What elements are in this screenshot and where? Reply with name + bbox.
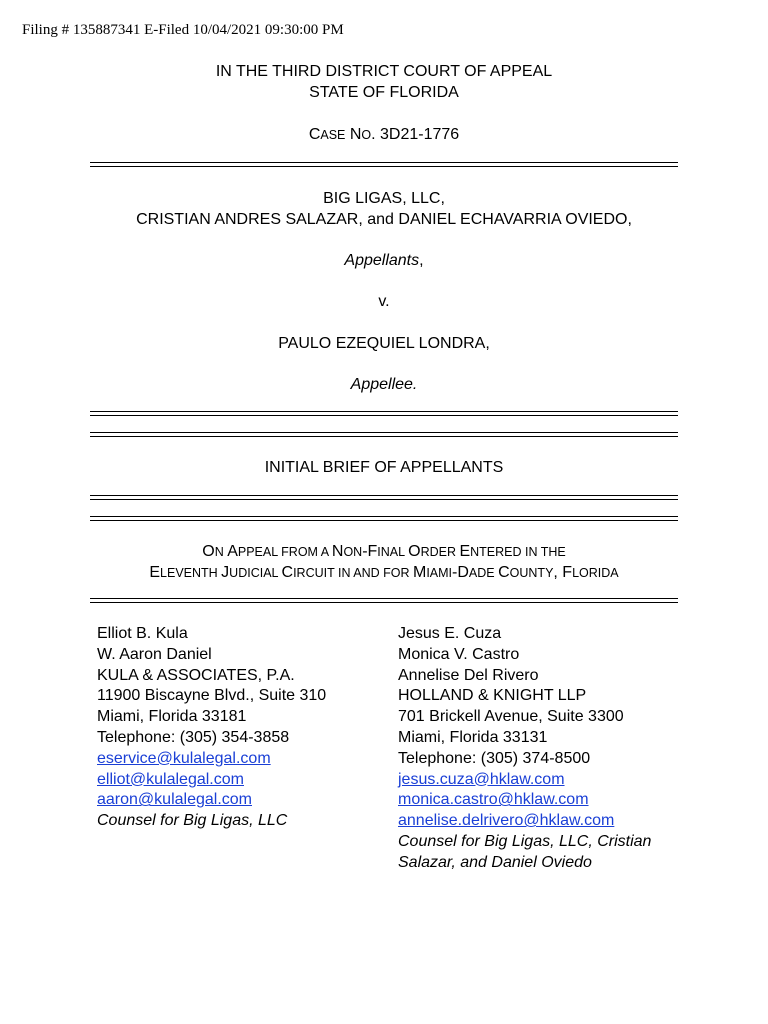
divider	[90, 516, 678, 517]
email-link[interactable]: eservice@kulalegal.com	[97, 749, 271, 767]
case-prefix-o: O	[361, 128, 372, 142]
appeal-text-segment: N	[331, 543, 344, 560]
divider	[90, 432, 678, 433]
appeal-text-segment: UDICIAL	[229, 566, 282, 580]
appeal-text-segment: -D	[452, 564, 469, 581]
appellant-names: CRISTIAN ANDRES SALAZAR, and DANIEL ECHAVARRIA OVIEDO,	[136, 211, 632, 228]
appeal-text-segment: IAMI	[426, 566, 453, 580]
case-number-value: . 3D21-1776	[371, 126, 460, 143]
counsel-for: Salazar, and Daniel Oviedo	[398, 853, 592, 871]
divider	[90, 411, 678, 412]
firm-name: KULA & ASSOCIATES, P.A.	[97, 666, 295, 684]
firm-city: Miami, Florida 33181	[97, 708, 247, 726]
appellee-role: Appellee.	[350, 376, 418, 393]
counsel-right	[398, 624, 651, 874]
appeal-text-segment: E	[459, 543, 471, 560]
case-prefix-ase: ASE	[320, 128, 346, 142]
attorney-name: W. Aaron Daniel	[97, 645, 212, 663]
appeal-info-line2	[90, 564, 678, 582]
attorney-name: Monica V. Castro	[398, 645, 520, 663]
case-prefix-n: N	[345, 126, 362, 143]
divider	[90, 162, 678, 163]
email-link[interactable]: monica.castro@hklaw.com	[398, 791, 589, 809]
divider	[90, 166, 678, 167]
brief-title: INITIAL BRIEF OF APPELLANTS	[264, 459, 504, 476]
divider	[90, 495, 678, 496]
appeal-text-segment: ADE	[468, 566, 499, 580]
appeal-text-segment: E	[149, 564, 161, 581]
appeal-text-segment: IRCUIT IN AND FOR	[293, 566, 413, 580]
appellants-role	[90, 252, 678, 270]
firm-address: 11900 Biscayne Blvd., Suite 310	[97, 687, 327, 705]
appeal-text-segment: RDER	[420, 545, 460, 559]
firm-name: HOLLAND & KNIGHT LLP	[398, 687, 587, 705]
divider	[90, 602, 678, 603]
divider	[90, 520, 678, 521]
appeal-text-segment: N	[214, 545, 228, 559]
appeal-text-segment: C	[281, 564, 294, 581]
divider	[90, 598, 678, 599]
attorney-name: Jesus E. Cuza	[398, 625, 502, 642]
appeal-text-segment: INAL	[377, 545, 409, 559]
divider	[90, 499, 678, 500]
appeal-text-segment: A	[227, 543, 238, 560]
counsel-left	[97, 624, 326, 832]
appeal-text-segment: , F	[553, 564, 573, 581]
appeal-text-segment: C	[498, 564, 510, 581]
appellants-label: Appellants	[344, 252, 420, 269]
case-prefix-c: C	[308, 126, 321, 143]
firm-address: 701 Brickell Avenue, Suite 3300	[398, 708, 624, 726]
attorney-name: Annelise Del Rivero	[398, 666, 539, 684]
firm-telephone: Telephone: (305) 354-3858	[97, 728, 290, 746]
court-state: STATE OF FLORIDA	[309, 84, 459, 101]
appeal-text-segment: PPEAL FROM A	[237, 545, 332, 559]
divider	[90, 415, 678, 416]
appeal-text-segment: M	[412, 564, 427, 581]
filing-stamp: Filing # 135887341 E-Filed 10/04/2021 09:30:00 PM	[22, 22, 344, 38]
email-link[interactable]: jesus.cuza@hklaw.com	[398, 770, 565, 788]
appellant-name: BIG LIGAS, LLC,	[323, 190, 445, 207]
appellee-name: PAULO EZEQUIEL LONDRA,	[278, 335, 490, 352]
appeal-text-segment: ON	[343, 545, 363, 559]
appeal-text-segment: OUNTY	[509, 566, 554, 580]
appellants-comma: ,	[419, 252, 424, 269]
counsel-for: Counsel for Big Ligas, LLC, Cristian	[398, 832, 652, 850]
appeal-text-segment: NTERED IN THE	[470, 545, 566, 559]
email-link[interactable]: aaron@kulalegal.com	[97, 791, 252, 809]
email-link[interactable]: annelise.delrivero@hklaw.com	[398, 812, 615, 830]
appeal-text-segment: -F	[362, 543, 378, 560]
appeal-info-line1	[90, 543, 678, 561]
appeal-text-segment: O	[202, 543, 215, 560]
appeal-text-segment: LEVENTH	[160, 566, 222, 580]
firm-city: Miami, Florida 33131	[398, 728, 548, 746]
case-number	[90, 126, 678, 144]
appeal-text-segment: J	[221, 564, 230, 581]
appeal-text-segment: O	[408, 543, 421, 560]
attorney-name: Elliot B. Kula	[97, 625, 188, 642]
appeal-text-segment: LORIDA	[572, 566, 619, 580]
court-name: IN THE THIRD DISTRICT COURT OF APPEAL	[215, 63, 553, 80]
firm-telephone: Telephone: (305) 374-8500	[398, 749, 591, 767]
divider	[90, 436, 678, 437]
counsel-for: Counsel for Big Ligas, LLC	[97, 812, 288, 830]
email-link[interactable]: elliot@kulalegal.com	[97, 770, 244, 788]
versus: v.	[378, 293, 390, 310]
